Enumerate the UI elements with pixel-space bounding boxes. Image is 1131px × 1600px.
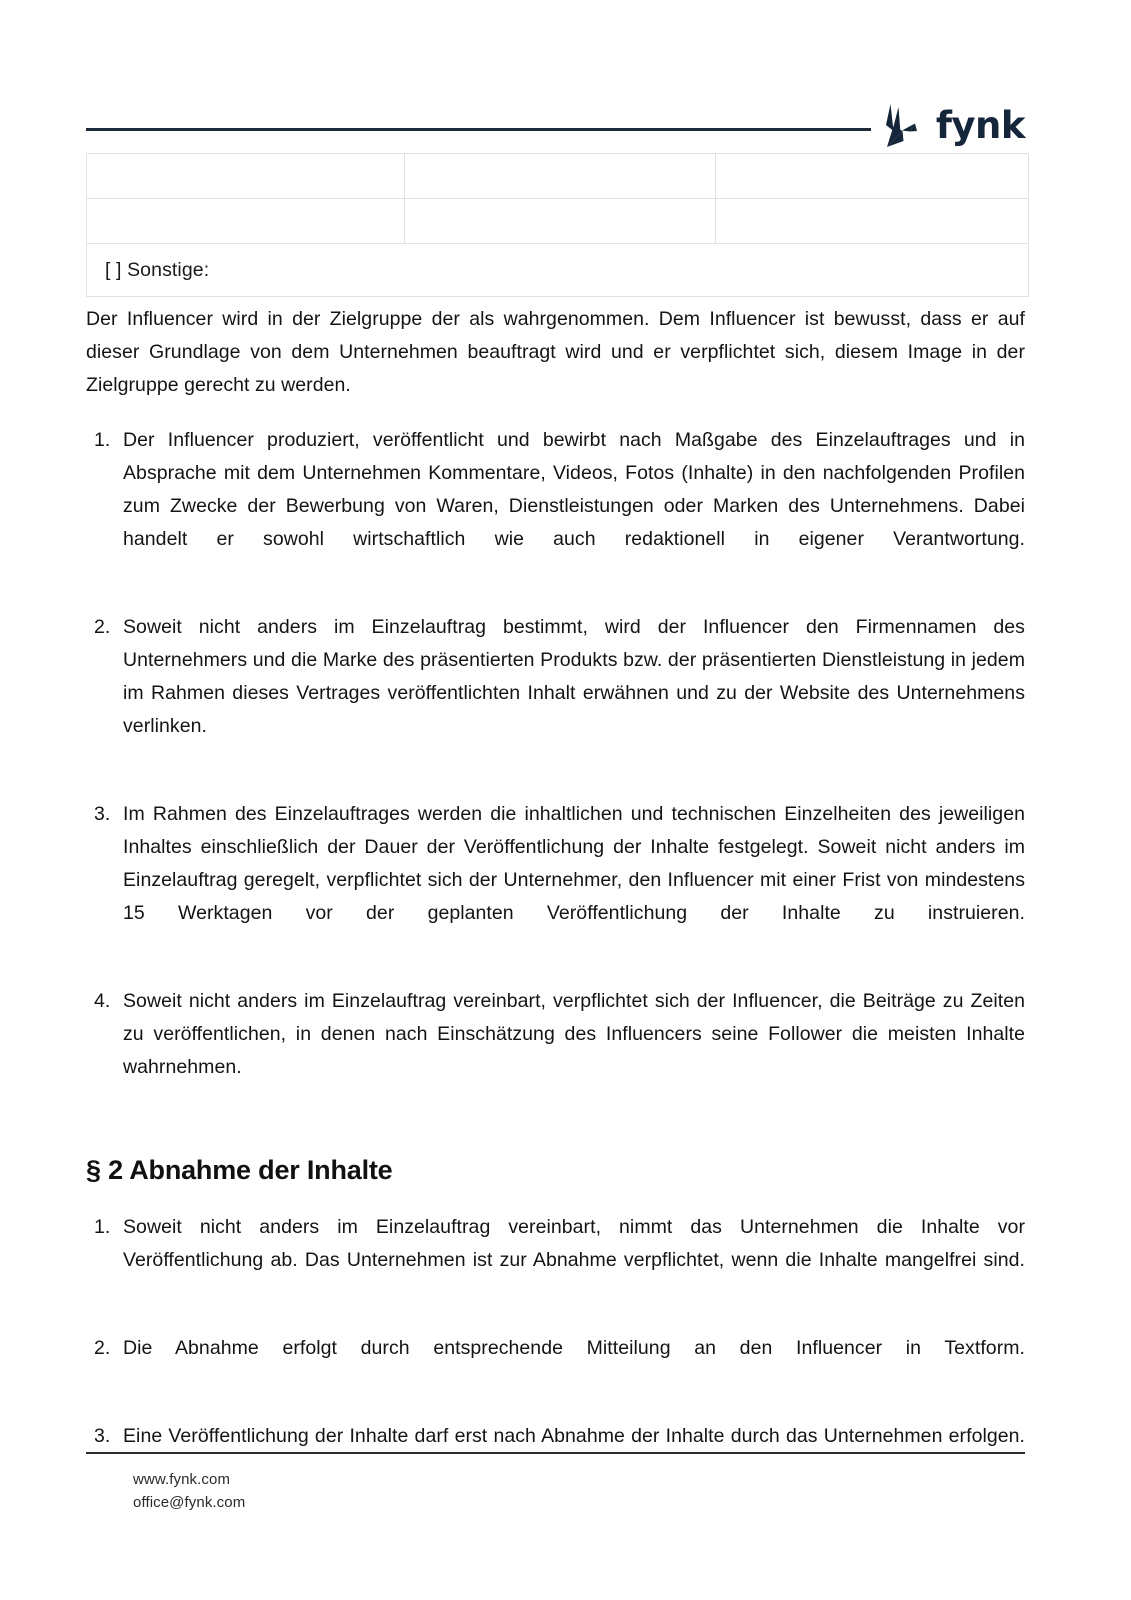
table-cell-r1c3[interactable] <box>716 154 1029 199</box>
table-cell-r1c1[interactable] <box>87 154 405 199</box>
profiles-form-table <box>86 153 1029 297</box>
section-1-clause-list <box>86 424 1025 1117</box>
list-item <box>86 798 1025 963</box>
brand-wordmark: fynk <box>935 103 1025 147</box>
page-header <box>86 100 1025 152</box>
list-item <box>86 1332 1025 1398</box>
table-cell-r1c2[interactable] <box>405 154 716 199</box>
table-cell-r2c3[interactable] <box>716 199 1029 244</box>
clause-text: Eine Veröffentlichung der Inhalte darf erst nach Abnahme der Inhalte durch das Unternehmen erfolgen. <box>123 1425 1025 1447</box>
list-item <box>86 424 1025 589</box>
clause-text: Der Influencer produziert, veröffentlicht und bewirbt nach Maßgabe des Einzelauftrages und in Absprache mit dem Unternehmen Kommentare, Videos, Fotos (Inhalte) in den nachfolgenden Profilen zum Zwecke der Bewerbung von Waren, Dienstleistungen oder Marken des Unternehmens. Dabei handelt er sowohl wirtschaftlich wie auch redaktionell in eigener Verantwortung. <box>123 429 1025 550</box>
intro-paragraph: Der Influencer wird in der Zielgruppe der als wahrgenommen. Dem Influencer ist bewusst, dass er auf dieser Grundlage von dem Unternehmen beauftragt wird und er verpflichtet sich, diesem Image in der Zielgruppe gerecht zu werden. <box>86 308 1025 396</box>
clause-text: Soweit nicht anders im Einzelauftrag vereinbart, nimmt das Unternehmen die Inhalte vor Veröffentlichung ab. Das Unternehmen ist zur Abnahme verpflichtet, wenn die Inhalte mangelfrei sind. <box>123 1216 1025 1271</box>
clause-text: Im Rahmen des Einzelauftrages werden die inhaltlichen und technischen Einzelheiten des jeweiligen Inhaltes einschließlich der Dauer der Veröffentlichung der Inhalte festgelegt. Soweit nicht anders im Einzelauftrag geregelt, verpflichtet sich der Unternehmer, den Influencer mit einer Frist von mindestens 15 Werktagen vor der geplanten Veröffentlichung der Inhalte zu instruieren. <box>123 803 1025 924</box>
table-row-other <box>87 244 1029 297</box>
footer-divider <box>86 1452 1025 1454</box>
section-2-clause-list <box>86 1211 1025 1486</box>
table-cell-r2c2[interactable] <box>405 199 716 244</box>
list-item <box>86 985 1025 1117</box>
document-body <box>86 303 1025 1486</box>
footer-website[interactable]: www.fynk.com <box>133 1471 231 1488</box>
clause-text: Die Abnahme erfolgt durch entsprechende Mitteilung an den Influencer in Textform. <box>123 1337 1025 1359</box>
list-item <box>86 1211 1025 1310</box>
clause-text: Soweit nicht anders im Einzelauftrag vereinbart, verpflichtet sich der Influencer, die Beiträge zu Zeiten zu veröffentlichen, in denen nach Einschätzung des Influencers seine Follower die meisten Inhalte wahrnehmen. <box>123 990 1025 1078</box>
table-cell-r2c1[interactable] <box>87 199 405 244</box>
footer-contact <box>86 1468 1025 1514</box>
origami-bird-icon <box>871 101 927 151</box>
clause-text: Soweit nicht anders im Einzelauftrag bestimmt, wird der Influencer den Firmennamen des Unternehmers und die Marke des präsentierten Produkts bzw. der präsentierten Dienstleistung in jedem im Rahmen dieses Vertrages veröffentlichten Inhalt erwähnen und zu der Website des Unternehmens verlinken. <box>123 616 1025 737</box>
page-footer <box>86 1452 1025 1514</box>
list-item <box>86 611 1025 776</box>
other-option-cell[interactable]: [ ] Sonstige: <box>87 244 1029 297</box>
brand-logo <box>871 100 1025 152</box>
form-table-body <box>87 154 1029 297</box>
section-2-block <box>86 1211 1025 1486</box>
table-row <box>87 199 1029 244</box>
header-divider <box>86 128 871 131</box>
section-2-heading: § 2 Abnahme der Inhalte <box>86 1155 393 1185</box>
table-row <box>87 154 1029 199</box>
footer-email[interactable]: office@fynk.com <box>133 1494 246 1511</box>
